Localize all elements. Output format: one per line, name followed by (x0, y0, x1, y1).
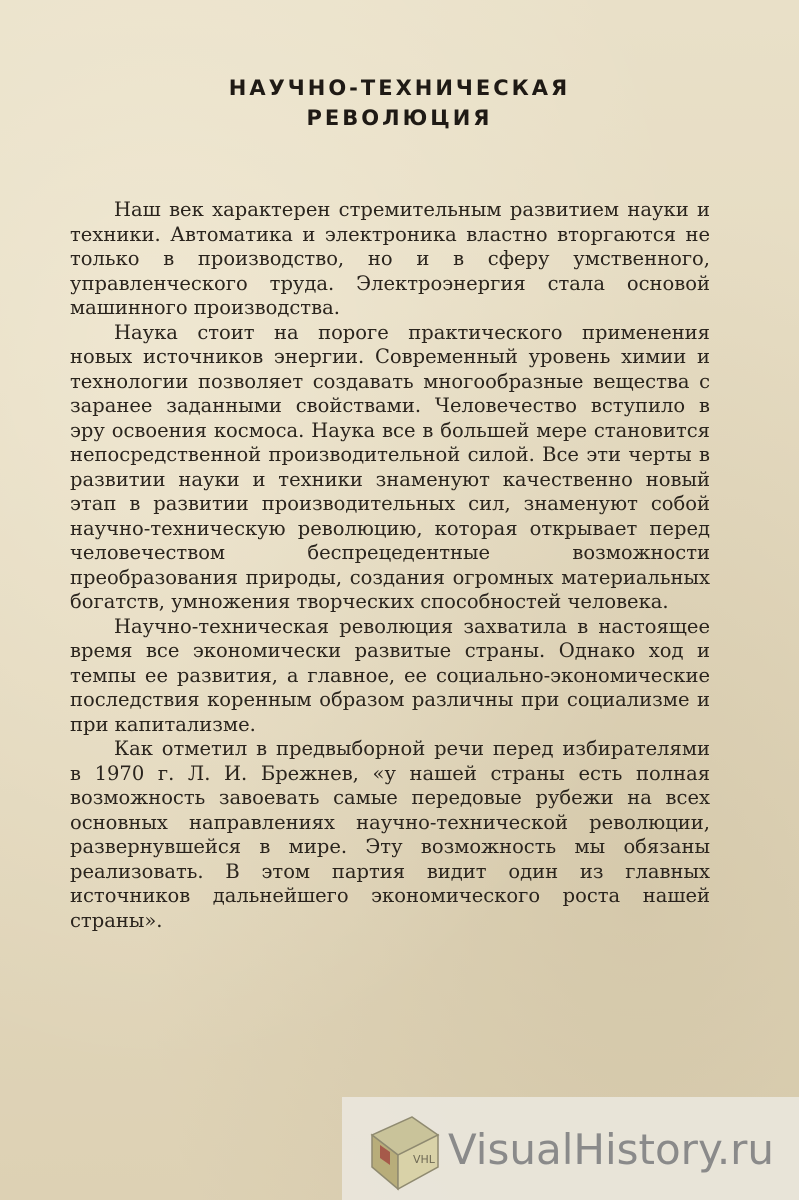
paragraph-1: Наш век характерен стремительным развитием науки и техники. Автоматика и электроника властно вторгаются не только в производство, но и в сферу умственного, управленческого труда. Электроэнергия стала основой машинного производства. (70, 198, 710, 319)
book-logo-icon (358, 1105, 446, 1193)
paragraph-2: Наука стоит на пороге практического применения новых источников энергии. Современный уровень химии и технологии позволяет создавать многообразные вещества с заранее заданными свойствами. Человечество вступило в эру освоения космоса. Наука все в большей мере становится непосредственной производительной силой. Все эти черты в развитии науки и техники знаменуют качественно новый этап в развитии производительных сил, знаменуют собой научно-техническую революцию, которая открывает перед человечеством беспрецедентные возможности преобразования природы, создания огромных материальных богатств, умножения творческих способностей человека. (70, 320, 710, 613)
paragraph-4: Как отметил в предвыборной речи перед избирателями в 1970 г. Л. И. Брежнев, «у нашей страны есть полная возможность завоевать самые передовые рубежи на всех основных направлениях научно-технической революции, развернувшейся в мире. Эту возможность мы обязаны реализовать. В этом партия видит один из главных источников дальнейшего экономического роста нашей страны». (70, 737, 710, 932)
document-body (70, 198, 710, 933)
watermark (342, 1097, 799, 1200)
document-title-line-1: НАУЧНО-ТЕХНИЧЕСКАЯ (228, 76, 571, 100)
paragraph-3: Научно-техническая революция захватила в настоящее время все экономически развитые страны. Однако ход и темпы ее развития, а главное, ее социально-экономические последствия коренным образом различны при социализме и при капитализме. (70, 614, 710, 736)
logo-lettering: VHL (413, 1153, 435, 1166)
watermark-text: VisualHistory.ru (448, 1125, 775, 1174)
document-title-line-2: РЕВОЛЮЦИЯ (306, 106, 493, 130)
